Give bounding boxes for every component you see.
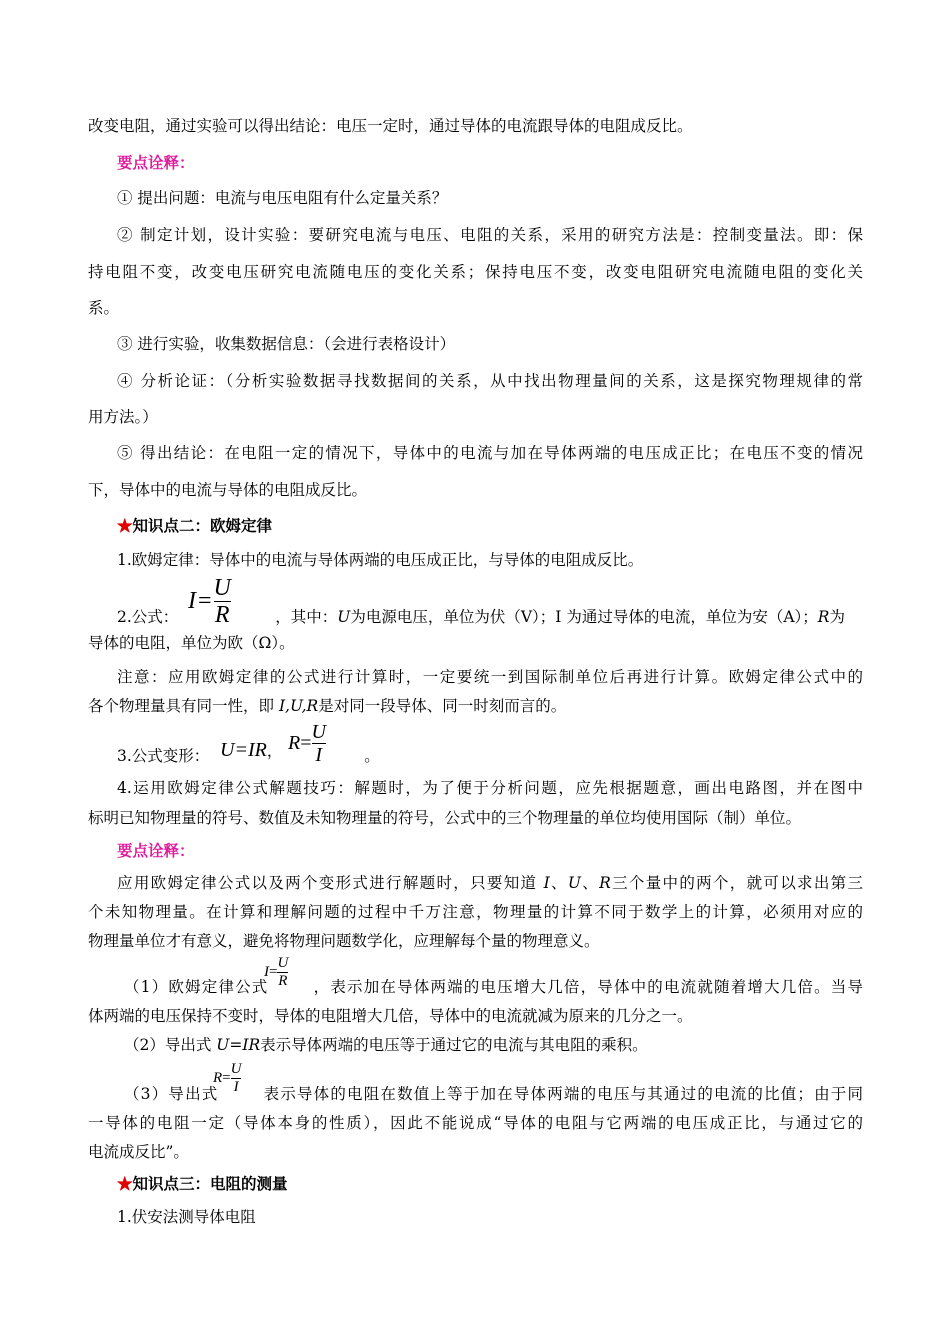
list-item: （2）导出式 U=IR表示导体两端的电压等于通过它的电流与其电阻的乘积。 [124,1036,648,1054]
paragraph-line: 个未知物理量。在计算和理解问题的过程中千万注意，物理量的计算不同于数学上的计算，必须用对应的 [88,903,863,921]
list-item: ⑤ 得出结论：在电阻一定的情况下，导体中的电流与加在导体两端的电压成正比；在电压不变的情况 [117,444,863,462]
paragraph-line: 体两端的电压保持不变时，导体的电阻增大几倍，导体中的电流就减为原来的几分之一。 [88,1007,693,1025]
paragraph-line: 应用欧姆定律公式以及两个变形式进行解题时，只要知道 I、U、R三个量中的两个，就可以求出第三 [117,874,863,892]
list-item: ④ 分析论证：（分析实验数据寻找数据间的关系，从中找出物理量间的关系，这是探究物理规律的常 [117,372,863,390]
paragraph-line: 改变电阻，通过实验可以得出结论：电压一定时，通过导体的电流跟导体的电阻成反比。 [88,117,693,135]
paragraph-line: 各个物理量具有同一性，即 I,U,R是对同一段导体、同一时刻而言的。 [88,697,567,715]
paragraph-line: 用方法。） [88,408,158,426]
list-item: （1）欧姆定律公式 ，表示加在导体两端的电压增大几倍，导体中的电流就随着增大几倍。当导 [124,978,863,996]
paragraph-line: 导体的电阻，单位为欧（Ω）。 [88,634,295,652]
paragraph-line: 标明已知物理量的符号、数值及未知物理量的符号，公式中的三个物理量的单位均使用国际（制）单位。 [88,809,802,827]
list-item: 1.欧姆定律：导体中的电流与导体两端的电压成正比，与导体的电阻成反比。 [117,551,644,569]
formula-r-equals-u-over-i: R= $\frac{U}{I}$ [288,721,326,766]
formula-variants-line: 3.公式变形： 。 [117,747,380,765]
list-item: （3）导出式 表示导体的电阻在数值上等于加在导体两端的电压与其通过的电流的比值；由于同 [124,1085,863,1103]
knowledge-title: 知识点二：欧姆定律 [132,516,273,535]
paragraph-line: 下，导体中的电流与导体的电阻成反比。 [88,481,368,499]
knowledge-heading [117,1174,863,1194]
section-heading: 要点诠释： [117,841,195,860]
list-item: ① 提出问题：电流与电压电阻有什么定量关系？ [117,189,448,207]
formula-i-equals-u-over-r: I= $\frac{U}{R}$ [264,955,289,989]
paragraph-line: 电流成反比”。 [88,1143,189,1161]
paragraph-line: 持电阻不变，改变电压研究电流随电压的变化关系；保持电压不变，改变电阻研究电流随电阻的变化关 [88,263,863,281]
paragraph-line: 一导体的电阻一定（导体本身的性质），因此不能说成“导体的电阻与它两端的电压成正比，与通过它的 [88,1114,863,1132]
knowledge-title: 知识点三：电阻的测量 [132,1174,288,1193]
star-icon: ★ [117,516,133,535]
list-item: 1.伏安法测导体电阻 [117,1208,256,1226]
paragraph-line: 系。 [88,299,120,317]
list-item: ② 制定计划，设计实验：要研究电流与电压、电阻的关系，采用的研究方法是：控制变量法。即：保 [117,226,863,244]
note-line: 注意：应用欧姆定律的公式进行计算时，一定要统一到国际制单位后再进行计算。欧姆定律公式中的 [117,668,863,686]
list-item: 4.运用欧姆定律公式解题技巧：解题时，为了便于分析问题，应先根据题意，画出电路图，并在图中 [117,779,863,797]
formula-u-equals-ir: U=IR， [220,739,283,761]
star-icon: ★ [117,1174,133,1193]
formula-line: 2.公式： ，其中：U为电源电压，单位为伏（V）；I 为通过导体的电流，单位为安（A）；R为 [117,608,845,626]
list-item: ③ 进行实验，收集数据信息：（会进行表格设计） [117,335,456,353]
ohm-law-formula: I= $\frac{U}{R}$ [188,575,231,628]
knowledge-heading [117,516,863,536]
paragraph-line: 物理量单位才有意义，避免将物理问题数学化，应理解每个量的物理意义。 [88,932,600,950]
formula-r-equals-u-over-i-small: R= $\frac{U}{I}$ [213,1061,242,1095]
section-heading: 要点诠释： [117,153,195,172]
